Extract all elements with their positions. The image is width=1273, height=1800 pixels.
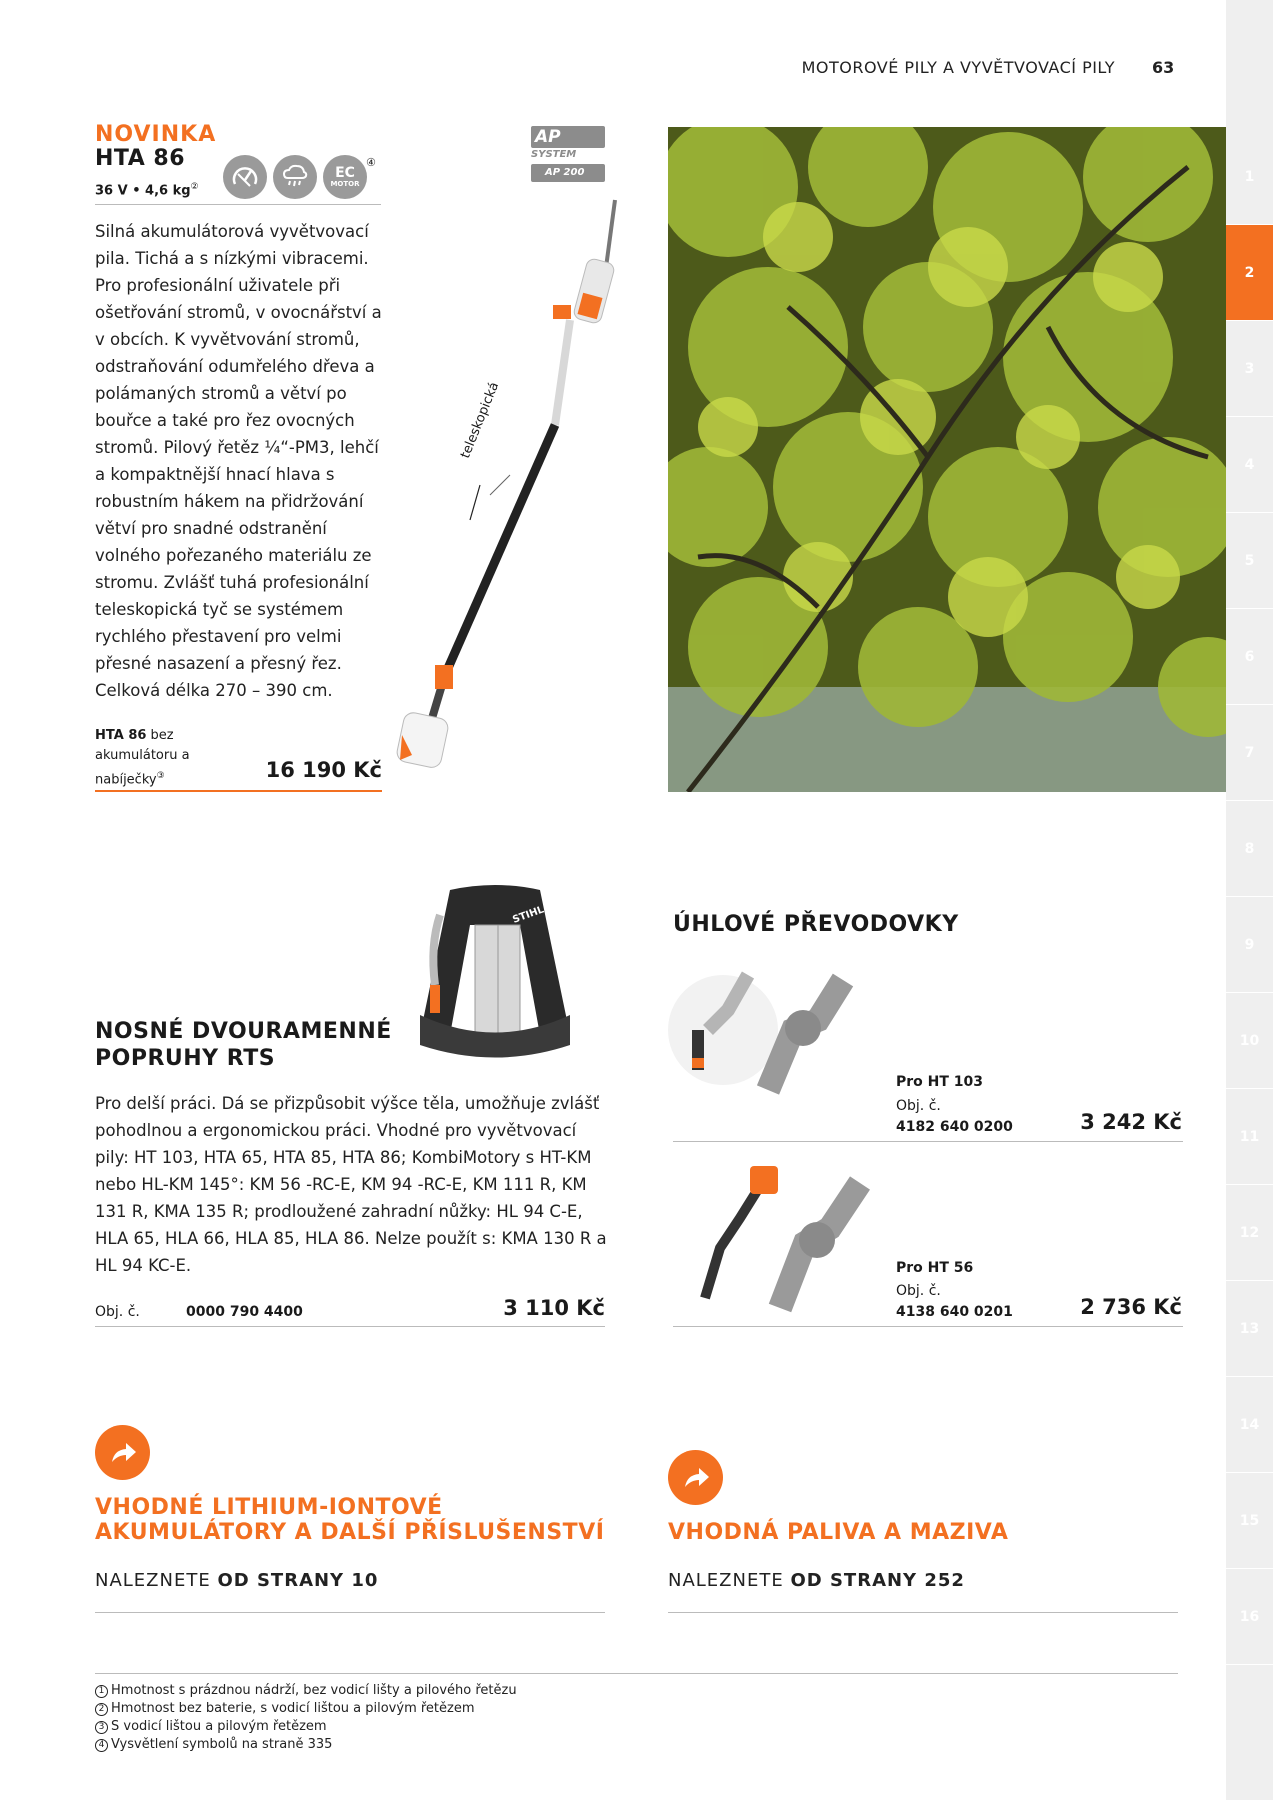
pole-pruner-image (390, 195, 630, 775)
chapter-tab[interactable]: 7 (1226, 705, 1273, 801)
specs-footnote: ② (190, 182, 199, 192)
price-label (95, 726, 205, 790)
chapter-tab[interactable]: 15 (1226, 1473, 1273, 1569)
divider (95, 1326, 605, 1327)
footnote (95, 1719, 327, 1734)
chapter-tab[interactable]: 10 (1226, 993, 1273, 1089)
footnote-text: Hmotnost bez baterie, s vodicí lištou a pilovým řetězem (111, 1701, 475, 1716)
harness-description: Pro delší práci. Dá se přizpůsobit výšce těla, umožňuje zvlášť pohodlnou a ergonomickou práci. Vhodné pro vyvětvovací pily: HT 103, HTA 65, HTA 85, HTA 86; KombiMotory s HT-KM nebo HL-KM 145°: KM 56 -RC-E, KM 94 -RC-E, KM 111 R, KM 131 R, KMA 135 R; prodloužené zahradní nůžky: HL 94 C-E, HLA 65, HLA 66, HLA 85, HLA 86. Nelze použít s: KMA 130 R a HL 94 KC-E. (95, 1094, 607, 1275)
gearbox-order-label: Obj. č. (896, 1098, 941, 1114)
footnote-text: Vysvětlení symbolů na straně 335 (111, 1737, 333, 1752)
ap-system-badge (531, 126, 605, 182)
order-code: 0000 790 4400 (186, 1304, 303, 1320)
product-price: 16 190 Kč (265, 758, 382, 782)
telescopic-label: teleskopická (458, 380, 503, 461)
motor-label: MOTOR (330, 180, 360, 188)
ap-system-label: SYSTEM (531, 149, 577, 160)
harness-title (95, 1018, 392, 1072)
footnote-mark: 3 (95, 1721, 108, 1734)
chapter-tab[interactable]: 6 (1226, 609, 1273, 705)
chapter-tab[interactable]: 16 (1226, 1569, 1273, 1665)
harness-title-line1: NOSNÉ DVOURAMENNÉ (95, 1019, 392, 1044)
share-arrow-icon (108, 1438, 138, 1468)
footnote-divider (95, 1673, 1178, 1674)
gearbox-price: 2 736 Kč (1080, 1295, 1182, 1319)
product-title: HTA 86 (95, 146, 186, 171)
footnote-mark: 4 (95, 1739, 108, 1752)
specs-text: 36 V • 4,6 kg (95, 183, 191, 199)
gearbox-order-code: 4182 640 0200 (896, 1119, 1013, 1135)
order-label: Obj. č. (95, 1304, 140, 1320)
footnote (95, 1701, 475, 1716)
divider (673, 1326, 1183, 1327)
gearbox-title: ÚHLOVÉ PŘEVODOVKY (673, 912, 959, 937)
divider (673, 1141, 1183, 1142)
ec-label: EC (335, 165, 355, 181)
tree-canopy-photo (668, 127, 1226, 792)
chapter-tab[interactable]: 3 (1226, 321, 1273, 417)
link-page-ref: OD STRANY 10 (217, 1570, 379, 1591)
chapter-tab[interactable]: 11 (1226, 1089, 1273, 1185)
footnote-text: Hmotnost s prázdnou nádrží, bez vodicí lišty a pilového řetězu (111, 1683, 517, 1698)
gearbox-order-code: 4138 640 0201 (896, 1304, 1013, 1320)
gearbox-name: Pro HT 103 (896, 1074, 984, 1090)
chapter-tab-active[interactable]: 2 (1226, 225, 1273, 321)
gearbox-name: Pro HT 56 (896, 1260, 974, 1276)
gearbox-price: 3 242 Kč (1080, 1110, 1182, 1134)
link-title-line2: AKUMULÁTORY A DALŠÍ PŘÍSLUŠENSTVÍ (95, 1520, 605, 1545)
footnote-mark: 2 (95, 1703, 108, 1716)
link-page-ref: OD STRANY 252 (790, 1570, 965, 1591)
section-title: MOTOROVÉ PILY A VYVĚTVOVACÍ PILY (801, 58, 1115, 77)
divider (95, 204, 381, 205)
link-title-line1: VHODNÉ LITHIUM-IONTOVÉ (95, 1495, 443, 1520)
chapter-tab[interactable]: 5 (1226, 513, 1273, 609)
ec-motor-icon (323, 155, 367, 199)
product-description: Silná akumulátorová vyvětvovací pila. Tichá a s nízkými vibracemi. Pro profesionální uživatele při ošetřování stromů, v ovocnářství a v obcích. K vyvětvování stromů, odstraňování odumřelého dřeva a polámaných stromů a větví po bouřce a také pro řez ovocných stromů. Pilový řetěz ¼“-PM3, lehčí a kompaktnější hnací hlava s robustním hákem na přidržování větví pro snadné odstranění volného pořezaného materiálu ze stromu. Zvlášť tuhá profesionální teleskopická tyč se systémem rychlého přestavení pro velmi přesné nasazení a přesný řez. Celková délka 270 – 390 cm. (95, 222, 382, 700)
link-arrow-button[interactable] (95, 1425, 150, 1480)
gearbox-order-label: Obj. č. (896, 1283, 941, 1299)
accessories-link-title[interactable] (95, 1495, 604, 1545)
harness-title-line2: POPRUHY RTS (95, 1046, 276, 1071)
harness-brand: STIHL (511, 904, 546, 926)
chapter-tabs (1226, 0, 1273, 1800)
price-text: bez akumulátoru a nabíječky (95, 728, 190, 788)
page-number: 63 (1152, 58, 1175, 77)
gearbox-ht56-image (680, 1158, 880, 1318)
gearbox-ht103-image (668, 950, 878, 1110)
link-arrow-button[interactable] (668, 1450, 723, 1505)
footnote-mark: 1 (95, 1685, 108, 1698)
price-divider (95, 790, 382, 792)
product-specs (95, 182, 199, 198)
new-badge: NOVINKA (95, 122, 217, 147)
symbols-footnote: ④ (366, 156, 376, 169)
chapter-tab[interactable]: 9 (1226, 897, 1273, 993)
link-prefix: NALEZNETE (668, 1570, 791, 1591)
tacho-icon (223, 155, 267, 199)
ap-battery-label: AP 200 (531, 164, 605, 182)
link-prefix: NALEZNETE (95, 1570, 218, 1591)
fuels-link-page (668, 1570, 965, 1591)
harness-image (410, 885, 580, 1075)
chapter-tab[interactable]: 4 (1226, 417, 1273, 513)
share-arrow-icon (681, 1463, 711, 1493)
chapter-tab[interactable]: 14 (1226, 1377, 1273, 1473)
divider (95, 1612, 605, 1613)
fuels-link-title[interactable]: VHODNÁ PALIVA A MAZIVA (668, 1520, 1009, 1545)
rain-icon (273, 155, 317, 199)
footnote (95, 1737, 332, 1752)
tree-photo-graphic (668, 127, 1226, 792)
ap-logo: AP (531, 126, 605, 148)
footnote-text: S vodicí lištou a pilovým řetězem (111, 1719, 327, 1734)
price-model: HTA 86 (95, 728, 147, 743)
chapter-tab[interactable]: 12 (1226, 1185, 1273, 1281)
chapter-tab[interactable]: 1 (1226, 129, 1273, 225)
price-footnote: ③ (156, 771, 165, 781)
accessories-link-page (95, 1570, 378, 1591)
chapter-tab[interactable]: 13 (1226, 1281, 1273, 1377)
divider (668, 1612, 1178, 1613)
harness-price: 3 110 Kč (503, 1296, 605, 1320)
footnote (95, 1683, 517, 1698)
chapter-tab[interactable]: 8 (1226, 801, 1273, 897)
